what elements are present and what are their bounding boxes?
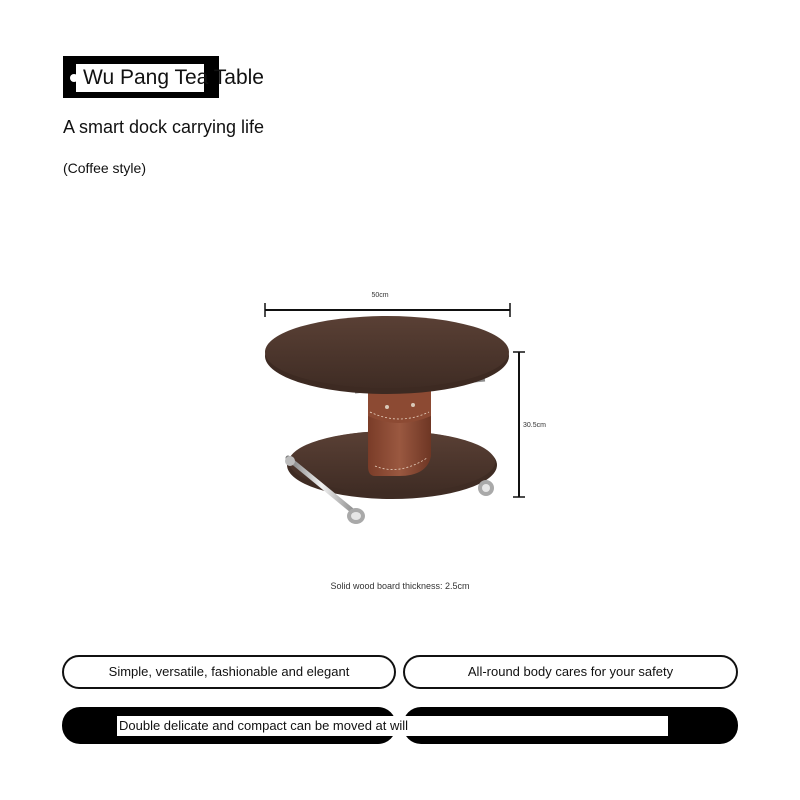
page-title: Wu Pang Tea Table [83, 66, 264, 89]
feature-pill-mobility-label: Double delicate and compact can be moved at will [119, 718, 409, 733]
feature-pill-simple: Simple, versatile, fashionable and elegant [62, 655, 396, 689]
style-note: (Coffee style) [63, 160, 146, 176]
height-label: 30.5cm [523, 422, 546, 429]
board-thickness-note: Solid wood board thickness: 2.5cm [330, 581, 470, 591]
leather-pouch [368, 388, 431, 476]
width-label: 50cm [371, 292, 389, 299]
bullet-dot-icon [70, 74, 78, 82]
tabletop [265, 316, 509, 394]
tea-table-illustration [255, 280, 555, 530]
width-dimension [265, 292, 510, 317]
feature-pill-safety: All-round body cares for your safety [403, 655, 738, 689]
height-dimension [513, 352, 546, 497]
page-subtitle: A smart dock carrying life [63, 117, 265, 137]
